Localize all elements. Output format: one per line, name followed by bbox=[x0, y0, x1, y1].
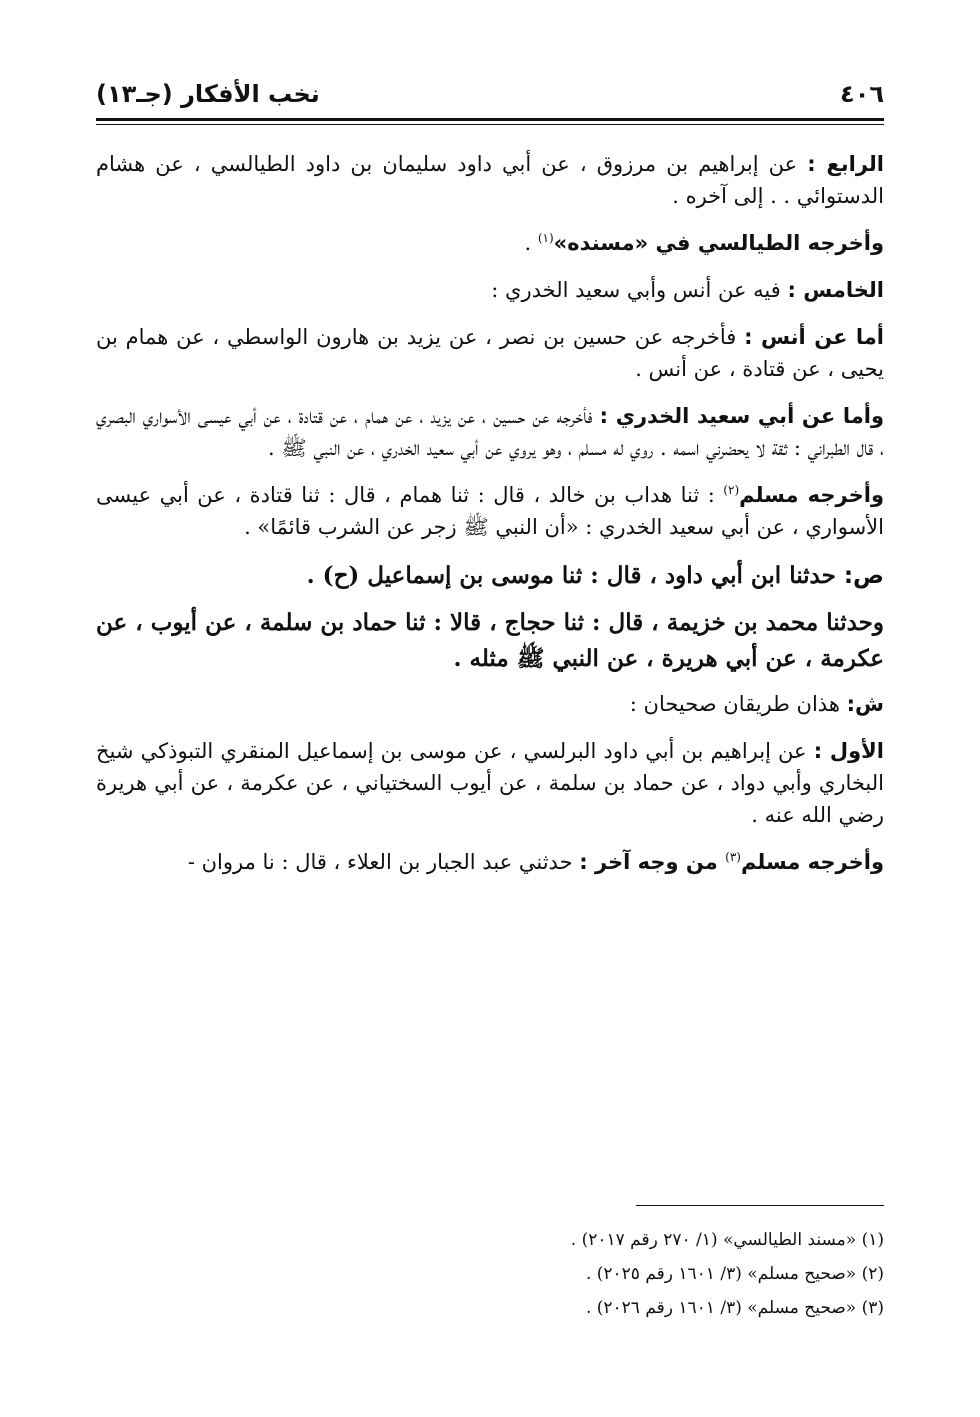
footnote-1: (١) «مسند الطيالسي» (١/ ٢٧٠ رقم ٢٠١٧) . bbox=[570, 1230, 884, 1250]
footnote-rule bbox=[636, 1205, 884, 1206]
paragraph-abu-said: وأما عن أبي سعيد الخدري : فأخرجه عن حسين ، عن يزيد ، عن همام ، عن قتادة ، عن أبي عيسى الأسواري البصري ، قال الطبراني : ثقة لا يحضرني اسمه . روي له مسلم ، وهو يروي عن أبي سعيد الخدري ، عن النبي ﷺ . bbox=[96, 404, 884, 460]
paragraph-muslim-1: وأخرجه مسلم$^{(٢)}$ : ثنا هداب بن خالد ، قال : ثنا همام ، قال : ثنا قتادة ، عن أبي عيسى الأسواري ، عن أبي سعيد الخدري : «أن النبي ﷺ زجر عن الشرب قائمًا» . bbox=[96, 483, 885, 539]
page-number: ٤٠٦ bbox=[840, 80, 884, 108]
paragraph-shin: ش: هذان طريقان صحيحان : bbox=[629, 692, 884, 716]
paragraph-hadith-chain: وحدثنا محمد بن خزيمة ، قال : ثنا حجاج ، قالا : ثنا حماد بن سلمة ، عن أيوب ، عن عكرمة ، عن أبي هريرة ، عن النبي ﷺ مثله . bbox=[96, 609, 884, 672]
book-title: نخب الأفكار (جـ١٣) bbox=[96, 80, 320, 108]
paragraph-muslim-2: وأخرجه مسلم$^{(٣)}$ من وجه آخر : حدثني عبد الجبار بن العلاء ، قال : نا مروان - bbox=[187, 850, 884, 874]
page-header bbox=[96, 78, 884, 118]
footnote-3: (٣) «صحيح مسلم» (٣/ ١٦٠١ رقم ٢٠٢٦) . bbox=[585, 1298, 884, 1318]
header-rule-thin bbox=[96, 124, 884, 125]
footnotes bbox=[96, 1223, 884, 1325]
paragraph-first: الأول : عن إبراهيم بن أبي داود البرلسي ، عن موسى بن إسماعيل المنقري التبوذكي شيخ البخاري وأبي دواد ، عن حماد بن سلمة ، عن أيوب السختياني ، عن عكرمة ، عن أبي هريرة رضي الله عنه . bbox=[96, 739, 884, 827]
footnote-ref-1[interactable]: (١) bbox=[537, 231, 554, 245]
main-text bbox=[96, 148, 884, 893]
header-rule bbox=[96, 118, 884, 121]
paragraph-sad: ص: حدثنا ابن أبي داود ، قال : ثنا موسى بن إسماعيل (ح) . bbox=[306, 562, 884, 589]
paragraph-fourth: الرابع : عن إبراهيم بن مرزوق ، عن أبي داود سليمان بن داود الطيالسي ، عن هشام الدستوائي . . إلى آخره . bbox=[96, 152, 884, 208]
paragraph-fifth: الخامس : فيه عن أنس وأبي سعيد الخدري : bbox=[491, 278, 884, 302]
footnote-ref-3[interactable]: (٣) bbox=[725, 850, 741, 864]
footnote-ref-2[interactable]: (٢) bbox=[723, 483, 740, 497]
paragraph-anas: أما عن أنس : فأخرجه عن حسين بن نصر ، عن يزيد بن هارون الواسطي ، عن همام بن يحيى ، عن قتادة ، عن أنس . bbox=[96, 325, 884, 381]
footnote-2: (٢) «صحيح مسلم» (٣/ ١٦٠١ رقم ٢٠٢٥) . bbox=[585, 1264, 884, 1284]
paragraph-tayalisi: وأخرجه الطيالسي في «مسنده»$^{(١)}$ . bbox=[524, 231, 884, 255]
